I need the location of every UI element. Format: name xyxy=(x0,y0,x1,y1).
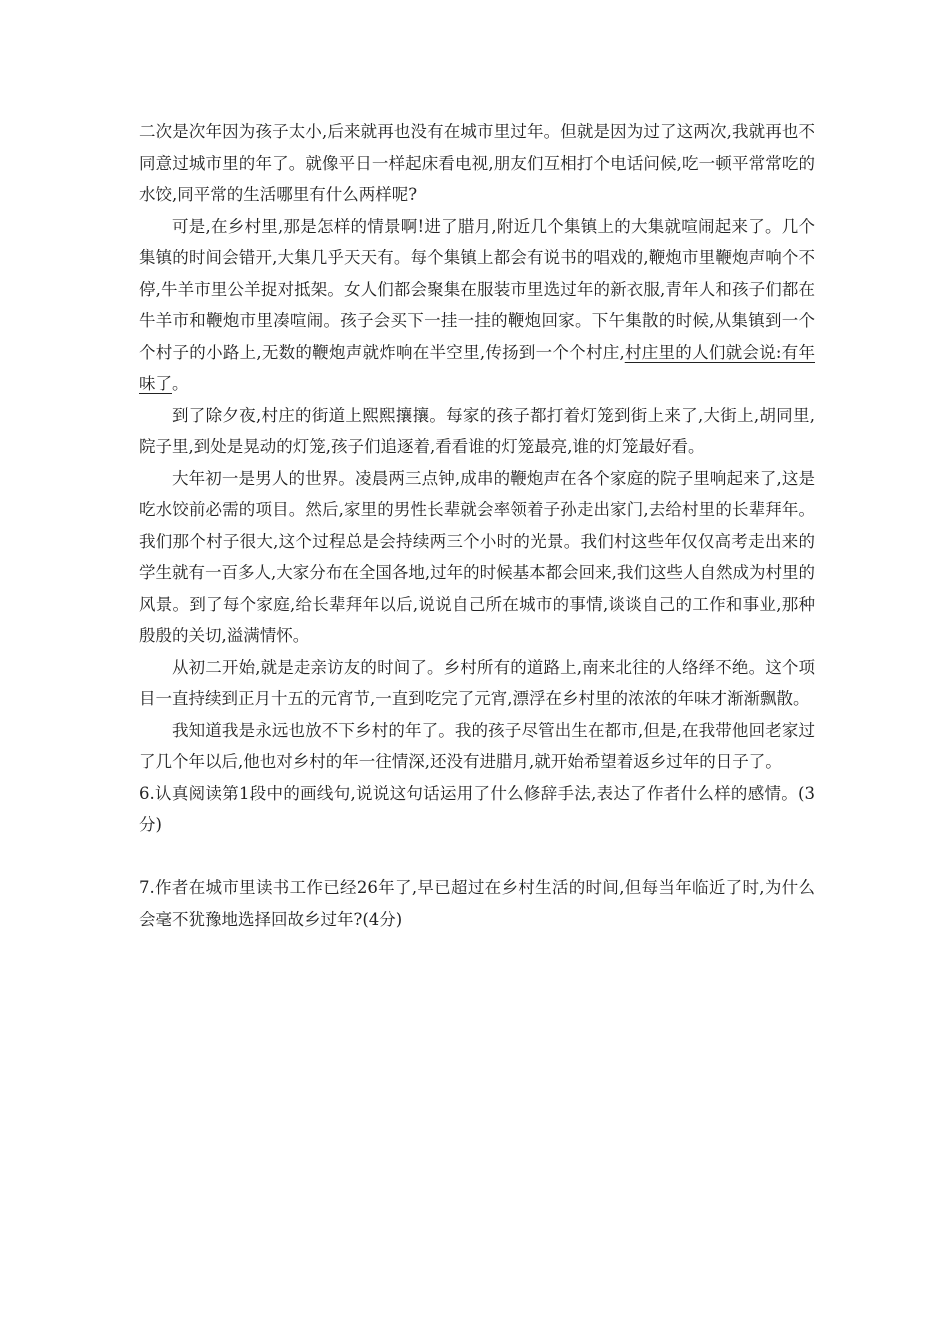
paragraph-2-text: 可是,在乡村里,那是怎样的情景啊!进了腊月,附近几个集镇上的大集就喧闹起来了。几个集镇的时间会错开,大集几乎天天有。每个集镇上都会有说书的唱戏的,鞭炮市里鞭炮声响个不停,牛羊市里公羊捉对抵架。女人们都会聚集在服装市里选过年的新衣服,青年人和孩子们都在牛羊市和鞭炮市里凑喧闹。孩子会买下一挂一挂的鞭炮回家。下午集散的时候,从集镇到一个个村子的小路上,无数的鞭炮声就炸响在半空里,传扬到一个个村庄, xyxy=(139,216,815,362)
document-page xyxy=(139,116,815,935)
paragraph-5: 从初二开始,就是走亲访友的时间了。乡村所有的道路上,南来北往的人络绎不绝。这个项目一直持续到正月十五的元宵节,一直到吃完了元宵,漂浮在乡村里的浓浓的年味才渐渐飘散。 xyxy=(139,657,815,708)
paragraph-2 xyxy=(139,211,815,400)
question-7: 7.作者在城市里读书工作已经26年了,早已超过在乡村生活的时间,但每当年临近了时,为什么会毫不犹豫地选择回故乡过年?(4分) xyxy=(139,878,815,929)
paragraph-3: 到了除夕夜,村庄的街道上熙熙攘攘。每家的孩子都打着灯笼到街上来了,大街上,胡同里,院子里,到处是晃动的灯笼,孩子们追逐着,看看谁的灯笼最亮,谁的灯笼最好看。 xyxy=(139,405,815,456)
paragraph-2-end: 。 xyxy=(172,374,189,393)
answer-space xyxy=(139,841,815,873)
paragraph-6: 我知道我是永远也放不下乡村的年了。我的孩子尽管出生在都市,但是,在我带他回老家过了几个年以后,他也对乡村的年一往情深,还没有进腊月,就开始希望着返乡过年的日子了。 xyxy=(139,720,815,771)
underlined-sentence: 村庄里的人们就会说:有年味了 xyxy=(139,342,815,393)
paragraph-4: 大年初一是男人的世界。凌晨两三点钟,成串的鞭炮声在各个家庭的院子里响起来了,这是吃水饺前必需的项目。然后,家里的男性长辈就会率领着子孙走出家门,去给村里的长辈拜年。我们那个村子很大,这个过程总是会持续两三个小时的光景。我们村这些年仅仅高考走出来的学生就有一百多人,大家分布在全国各地,过年的时候基本都会回来,我们这些人自然成为村里的风景。到了每个家庭,给长辈拜年以后,说说自己所在城市的事情,谈谈自己的工作和事业,那种殷殷的关切,溢满情怀。 xyxy=(139,468,815,645)
question-6: 6.认真阅读第1段中的画线句,说说这句话运用了什么修辞手法,表达了作者什么样的感情。(3分) xyxy=(139,783,815,834)
paragraph-1: 二次是次年因为孩子太小,后来就再也没有在城市里过年。但就是因为过了这两次,我就再也不同意过城市里的年了。就像平日一样起床看电视,朋友们互相打个电话问候,吃一顿平常常吃的水饺,同平常的生活哪里有什么两样呢? xyxy=(139,122,815,204)
